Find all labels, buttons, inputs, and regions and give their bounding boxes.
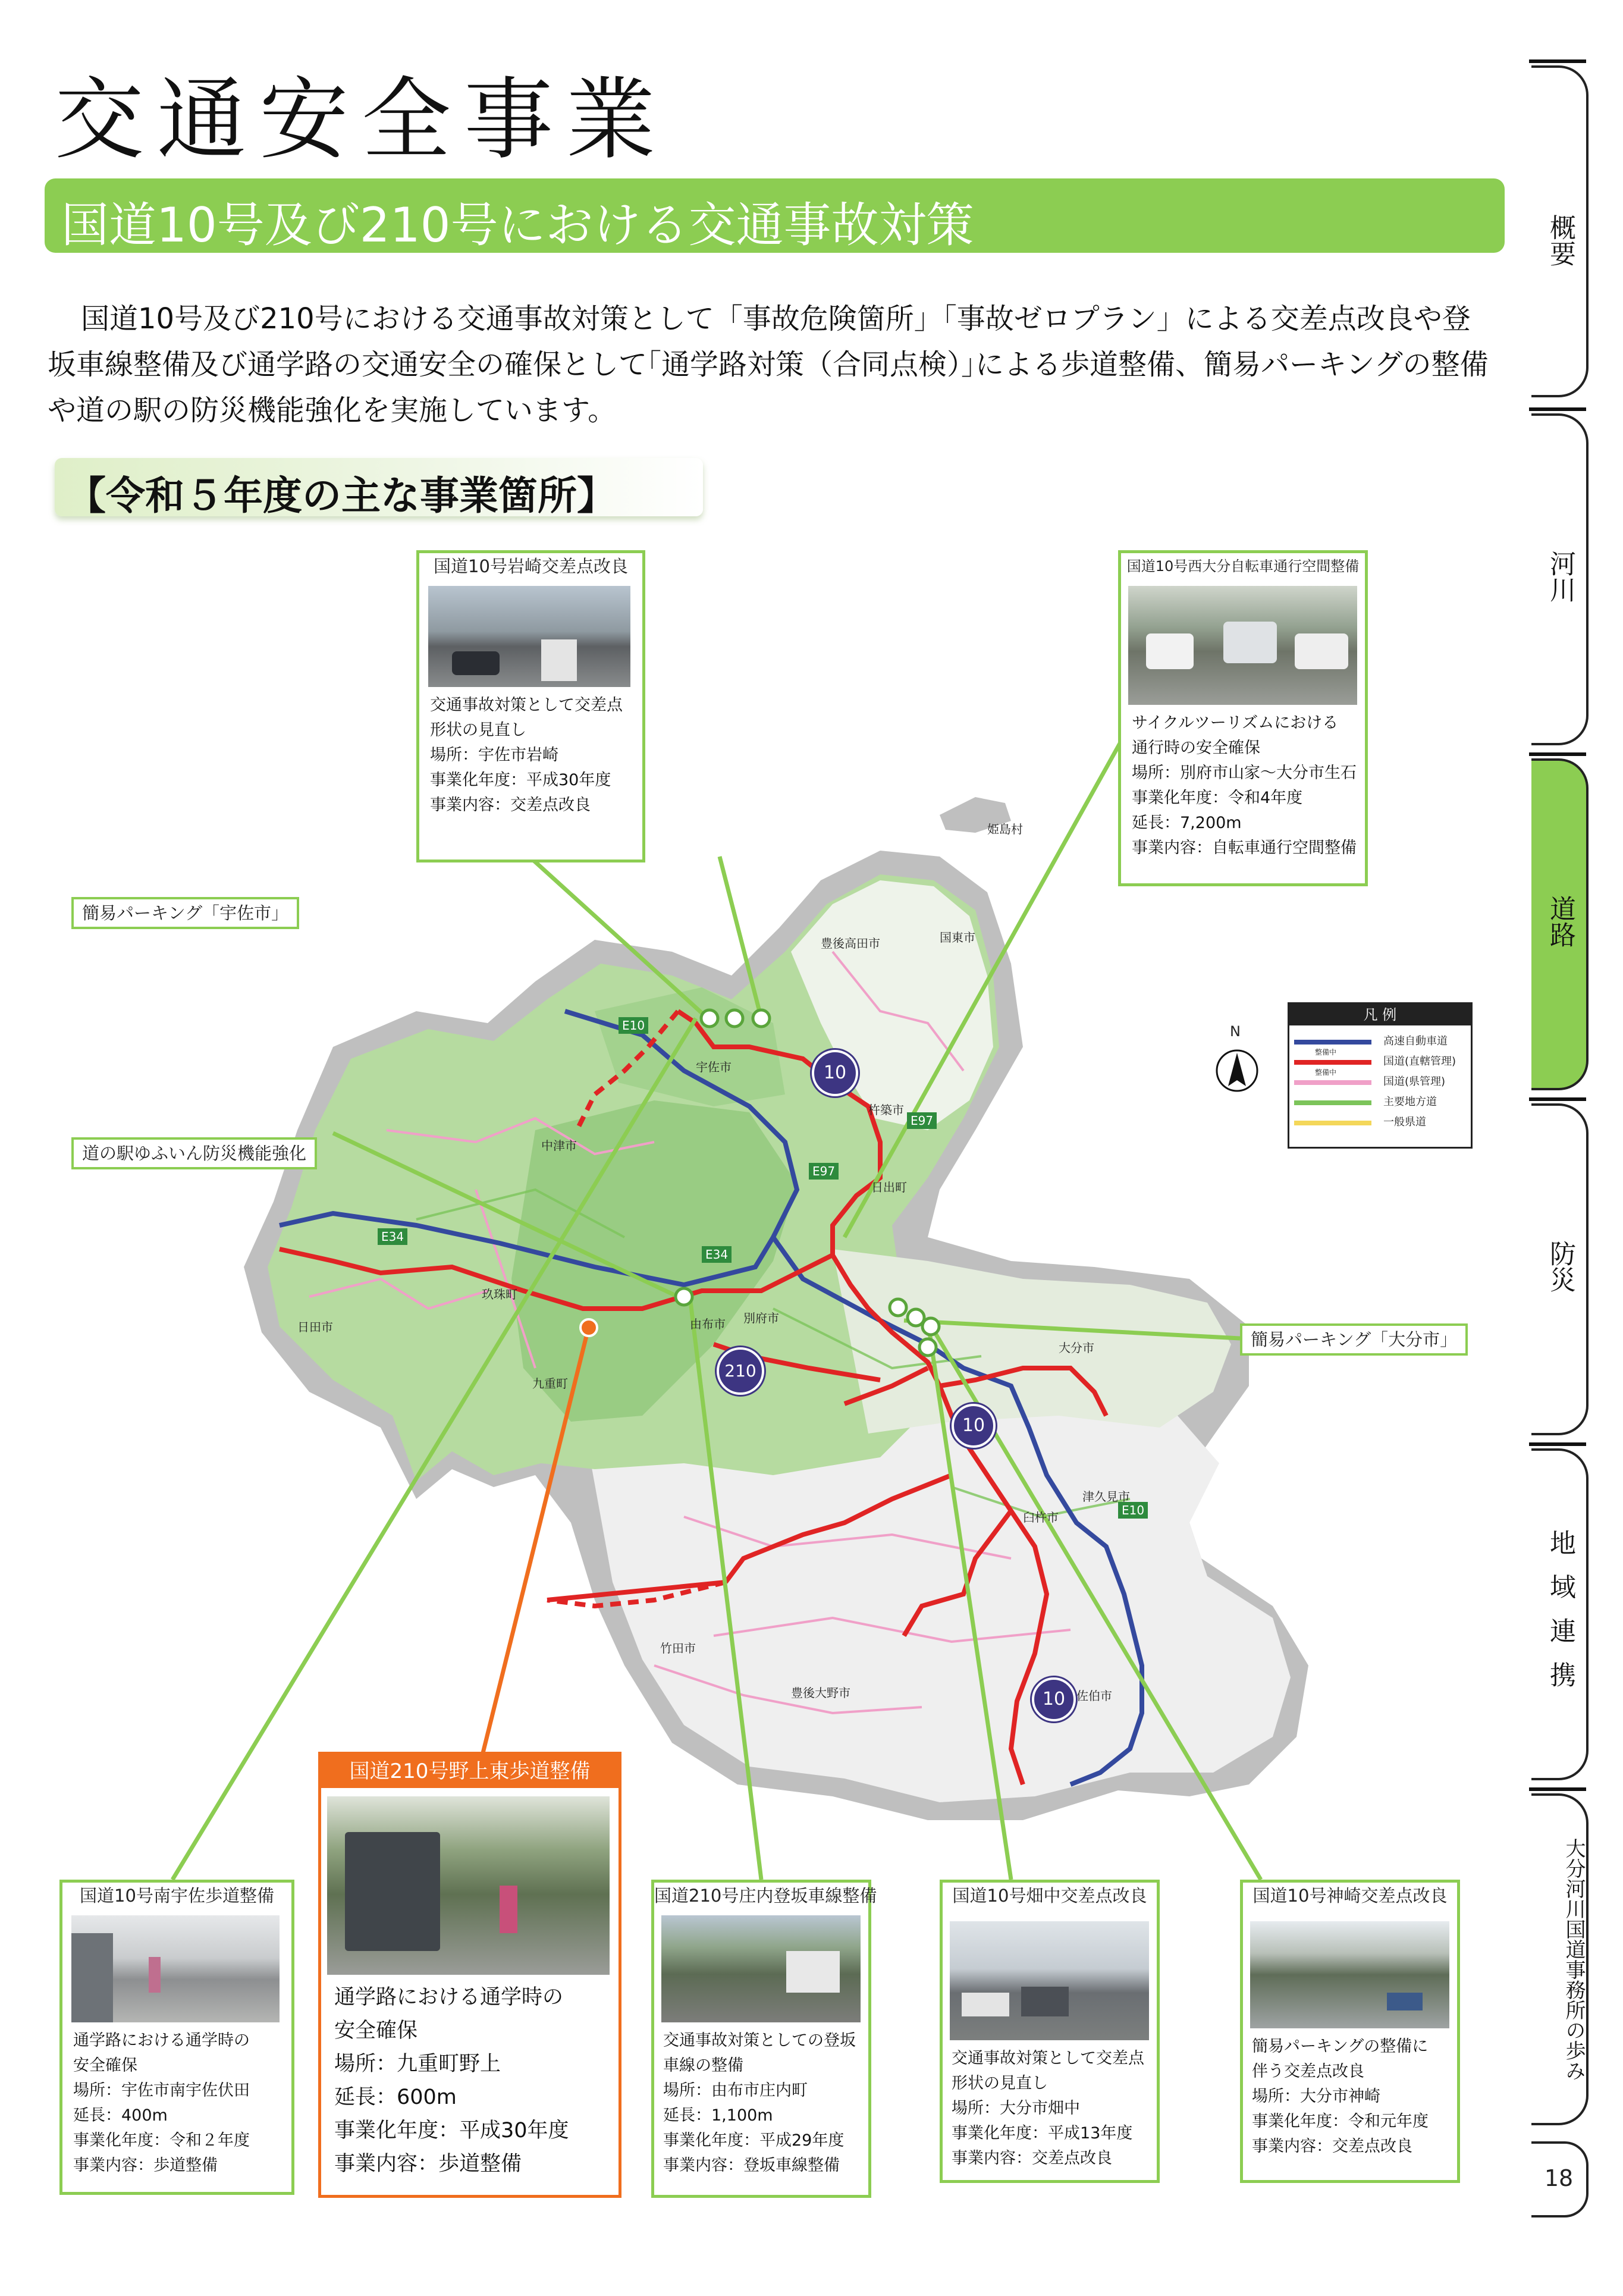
- legend-title: 凡 例: [1289, 1004, 1471, 1025]
- intro-text: 国道10号及び210号における交通事故対策として「事故危険箇所」「事故ゼロプラン」による交差点改良や登坂車線整備及び通学路の交通安全の確保として｢通学路対策（合同点検）｣による歩道整備、簡易パーキングの整備や道の駅の防災機能強化を実施しています。: [48, 302, 1489, 427]
- callout-header: 国道10号畑中交差点改良: [943, 1883, 1157, 1909]
- callout-kanzaki: [1240, 1880, 1460, 2183]
- city-label: 杵築市: [868, 1103, 904, 1117]
- callout-nishioita: [1118, 550, 1368, 886]
- project-marker-orange: [580, 1319, 597, 1336]
- callout-line: 場所：別府市山家～大分市生石: [1132, 764, 1357, 782]
- callout-line: 交通事故対策として交差点: [952, 2049, 1144, 2068]
- callout-line: 事業内容：歩道整備: [73, 2156, 218, 2175]
- tab-road-label: 道路: [1545, 895, 1575, 948]
- legend-label: 一般県道: [1383, 1116, 1426, 1128]
- expressway-marker-e97-center: E97: [809, 1163, 839, 1180]
- callout-header: 国道10号南宇佐歩道整備: [62, 1883, 291, 1909]
- callout-line: 形状の見直し: [430, 721, 526, 739]
- page-number: 18: [1544, 2165, 1574, 2191]
- callout-line: 事業内容：登坂車線整備: [663, 2156, 840, 2175]
- label-usa-parking: 簡易パーキング「宇佐市」: [71, 897, 299, 929]
- route-shield-10-north-label: 10: [823, 1062, 847, 1083]
- city-label: 臼杵市: [1023, 1510, 1059, 1525]
- callout-line: 事業内容：交差点改良: [952, 2149, 1112, 2168]
- callout-line: 場所：九重町野上: [334, 2052, 501, 2076]
- callout-line: 交通事故対策としての登坂: [663, 2031, 856, 2050]
- tab-river-label: 河川: [1545, 550, 1575, 603]
- photo-minamiusa: [71, 1915, 280, 2022]
- photo-nogami: [327, 1796, 610, 1975]
- callout-line: 場所：大分市畑中: [952, 2099, 1080, 2118]
- expressway-marker-e34-west: E34: [378, 1228, 407, 1245]
- city-label: 津久見市: [1082, 1489, 1130, 1504]
- callout-line: 事業化年度：平成30年度: [430, 771, 611, 789]
- callout-line: 通行時の安全確保: [1132, 739, 1260, 757]
- city-label: 中津市: [541, 1138, 577, 1153]
- callout-header: 国道10号西大分自転車通行空間整備: [1121, 553, 1365, 579]
- city-label: 玖珠町: [482, 1287, 517, 1301]
- expressway-marker-e10-north: E10: [619, 1017, 648, 1034]
- expressway-marker-e97-east: E97: [907, 1112, 937, 1129]
- tab-regional-label: 地域連携: [1545, 1529, 1575, 1705]
- route-shield-10-south-label: 10: [1042, 1689, 1066, 1710]
- photo-kanzaki: [1250, 1921, 1449, 2028]
- legend-sub-label: 整備中: [1315, 1048, 1337, 1056]
- callout-line: 交通事故対策として交差点: [430, 696, 623, 714]
- city-label: 大分市: [1059, 1341, 1094, 1355]
- route-shield-10-center-label: 10: [962, 1415, 985, 1436]
- callout-header: 国道210号野上東歩道整備: [321, 1755, 619, 1788]
- page-title: 交通安全事業: [55, 68, 669, 172]
- legend-label: 主要地方道: [1383, 1096, 1437, 1108]
- expressway-marker-e10-south: E10: [1118, 1502, 1148, 1519]
- tab-disaster-label: 防災: [1545, 1240, 1575, 1293]
- route-shield-210-label: 210: [724, 1361, 756, 1381]
- city-label: 日田市: [297, 1320, 333, 1334]
- photo-nishioita: [1128, 586, 1357, 705]
- city-label: 日出町: [871, 1180, 907, 1194]
- sub-heading-text: 【令和５年度の主な事業箇所】: [67, 473, 616, 519]
- map-legend: [1288, 1002, 1473, 1149]
- legend-sub-label: 整備中: [1315, 1068, 1337, 1077]
- city-label: 国東市: [940, 930, 975, 945]
- section-banner-text: 国道10号及び210号における交通事故対策: [61, 197, 974, 253]
- callout-line: 事業化年度：令和元年度: [1252, 2112, 1429, 2131]
- expressway-marker-e34-center: E34: [702, 1246, 732, 1263]
- callout-shonai: [651, 1880, 877, 2198]
- callout-line: 形状の見直し: [952, 2074, 1048, 2093]
- legend-row-main-local: [1294, 1093, 1467, 1111]
- callout-hatanaka: [940, 1880, 1160, 2183]
- tab-history-label: 大分河川国道事務所の歩み: [1562, 1838, 1586, 2081]
- city-label: 豊後大野市: [791, 1686, 850, 1700]
- callout-line: 事業化年度：平成29年度: [663, 2131, 845, 2150]
- callout-line: 場所：宇佐市岩崎: [430, 746, 558, 764]
- north-label: N: [1230, 1023, 1241, 1040]
- callout-header: 国道210号庄内登坂車線整備: [654, 1883, 868, 1909]
- legend-row-prefectural: [1294, 1114, 1467, 1131]
- callout-header: 国道10号神崎交差点改良: [1243, 1883, 1457, 1909]
- callout-line: 車線の整備: [663, 2056, 743, 2075]
- north-arrow-icon: [1217, 1050, 1257, 1091]
- callout-line: 延長：400m: [73, 2106, 168, 2125]
- photo-iwasaki: [428, 586, 630, 687]
- legend-label: 国道(県管理): [1383, 1075, 1446, 1088]
- callout-line: 延長：600m: [334, 2085, 457, 2109]
- callout-minamiusa: [59, 1880, 294, 2195]
- callout-iwasaki: [416, 550, 645, 862]
- route-shield-10-north: [812, 1050, 858, 1096]
- callout-line: 場所：由布市庄内町: [663, 2081, 808, 2100]
- callout-nogami: [318, 1752, 621, 2198]
- city-label: 姫島村: [987, 822, 1023, 836]
- photo-hatanaka: [950, 1921, 1149, 2040]
- callout-line: 場所：宇佐市南宇佐伏田: [73, 2081, 250, 2100]
- callout-line: 延長：7,200m: [1132, 814, 1242, 832]
- callout-line: サイクルツーリズムにおける: [1132, 714, 1339, 732]
- route-shield-210: [717, 1347, 764, 1395]
- callout-line: 事業内容：自転車通行空間整備: [1132, 839, 1357, 857]
- callout-line: 事業内容：交差点改良: [1252, 2137, 1412, 2156]
- callout-line: 通学路における通学時の: [334, 1986, 564, 2009]
- city-label: 宇佐市: [696, 1060, 732, 1074]
- label-oita-parking: 簡易パーキング「大分市」: [1240, 1323, 1468, 1356]
- legend-label: 国道(直轄管理): [1383, 1055, 1456, 1068]
- tab-overview-label: 概要: [1545, 214, 1575, 266]
- label-michinoeki: 道の駅ゆふいん防災機能強化: [71, 1137, 317, 1169]
- callout-header: 国道10号岩崎交差点改良: [419, 553, 642, 579]
- photo-shonai: [661, 1915, 861, 2022]
- callout-line: 場所：大分市神崎: [1252, 2087, 1380, 2106]
- callout-line: 事業内容：歩道整備: [334, 2152, 522, 2176]
- legend-row-national-pref: [1294, 1068, 1467, 1091]
- callout-line: 簡易パーキングの整備に: [1252, 2037, 1429, 2056]
- callout-line: 安全確保: [334, 2019, 418, 2043]
- route-shield-10-south: [1032, 1677, 1076, 1721]
- callout-line: 事業化年度：平成13年度: [952, 2124, 1133, 2143]
- city-label: 九重町: [532, 1376, 568, 1391]
- callout-line: 事業内容：交差点改良: [430, 796, 591, 814]
- callout-line: 事業化年度：平成30年度: [334, 2119, 569, 2143]
- callout-line: 伴う交差点改良: [1252, 2062, 1364, 2081]
- callout-line: 安全確保: [73, 2056, 137, 2075]
- callout-line: 事業化年度：令和4年度: [1132, 789, 1303, 807]
- callout-line: 通学路における通学時の: [73, 2031, 250, 2050]
- city-label: 由布市: [690, 1317, 726, 1331]
- city-label: 佐伯市: [1076, 1689, 1112, 1703]
- callout-line: 延長：1,100m: [663, 2106, 773, 2125]
- route-shield-10-center: [952, 1404, 996, 1448]
- city-label: 別府市: [743, 1311, 779, 1325]
- city-label: 竹田市: [660, 1641, 696, 1655]
- legend-label: 高速自動車道: [1383, 1035, 1448, 1047]
- callout-line: 事業化年度：令和２年度: [73, 2131, 250, 2150]
- city-label: 豊後高田市: [821, 936, 880, 951]
